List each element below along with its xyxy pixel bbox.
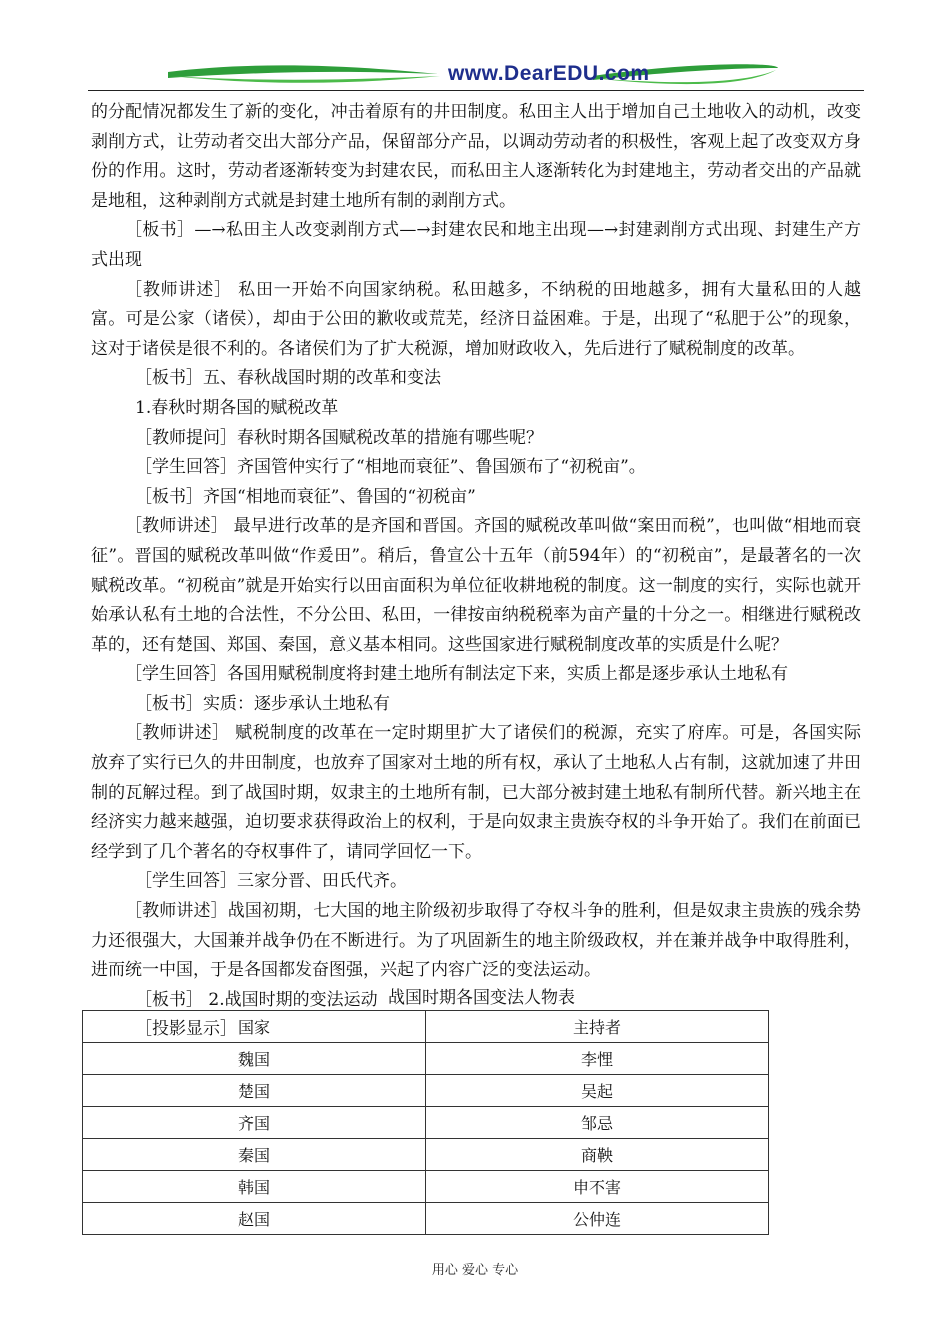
paragraph: ［板书］实质：逐步承认土地私有 [135,693,390,714]
table-title: 战国时期各国变法人物表 [388,988,575,1008]
table-header-cell: 主持者 [426,1011,769,1043]
table-header-row [83,1011,769,1043]
paragraph: 1.春秋时期各国的赋税改革 [135,397,339,418]
paragraph: ［投影显示］ [135,1019,237,1040]
paragraph: ［教师讲述］ 私田一开始不向国家纳税。私田越多，不纳税的田地越多，拥有大量私田的人越富。可是公家（诸侯），却由于公田的歉收或荒芜，经济日益困难。于是，出现了“私肥于公”的现象，这对于诸侯是很不利的。各诸侯们为了扩大税源，增加财政收入，先后进行了赋税制度的改革。 [91,279,861,359]
paragraph: ［教师讲述］ 赋税制度的改革在一定时期里扩大了诸侯们的税源，充实了府库。可是，各国实际放弃了实行已久的井田制度，也放弃了国家对土地的所有权，承认了土地私人占有制，这就加速了井田制的瓦解过程。到了战国时期，奴隶主的土地所有制，已大部分被封建土地私有制所代替。新兴地主在经济实力越来越强，迫切要求获得政治上的权利，于是向奴隶主贵族夺权的斗争开始了。我们在前面已经学到了几个著名的夺权事件了，请同学回忆一下。 [91,723,861,862]
table-cell: 公仲连 [426,1203,769,1235]
table-cell: 齐国 [83,1107,426,1139]
reformers-table [82,1010,769,1235]
site-logo-text[interactable]: www.DearEDU.com [448,62,650,85]
paragraph: ［教师讲述］战国初期，七大国的地主阶级初步取得了夺权斗争的胜利，但是奴隶主贵族的残余势力还很强大，大国兼并战争仍在不断进行。为了巩固新生的地主阶级政权，并在兼并战争中取得胜利，进而统一中国，于是各国都发奋图强，兴起了内容广泛的变法运动。 [91,901,861,981]
table-row [83,1107,769,1139]
paragraph: ［教师讲述］ 最早进行改革的是齐国和晋国。齐国的赋税改革叫做“案田而税”，也叫做“相地而衰征”。晋国的赋税改革叫做“作爰田”。稍后，鲁宣公十五年（前594年）的“初税亩”，是最著名的一次赋税改革。“初税亩”就是开始实行以田亩面积为单位征收耕地税的制度。这一制度的实行，实际也就开始承认私有土地的合法性，不分公田、私田，一律按亩纳税税率为亩产量的十分之一。相继进行赋税改革的，还有楚国、郑国、秦国，意义基本相同。这些国家进行赋税制度改革的实质是什么呢？ [91,516,861,655]
table-row [83,1139,769,1171]
header-rule [88,90,864,91]
document-body [91,98,861,1045]
paragraph: ［学生回答］各国用赋税制度将封建土地所有制法定下来，实质上都是逐步承认土地私有 [125,664,788,685]
table-row [83,1075,769,1107]
page-footer: 用心 爱心 专心 [431,1263,519,1278]
paragraph: 的分配情况都发生了新的变化，冲击着原有的井田制度。私田主人出于增加自己土地收入的动机，改变剥削方式，让劳动者交出大部分产品，保留部分产品，以调动劳动者的积极性，客观上起了改变双方身份的作用。这时，劳动者逐渐转变为封建农民，而私田主人逐渐转化为封建地主，劳动者交出的产品就是地租，这种剥削方式就是封建土地所有制的剥削方式。 [91,102,861,211]
table-header-cell: 国家 [83,1011,426,1043]
table-cell: 赵国 [83,1203,426,1235]
table-row [83,1171,769,1203]
paragraph: ［学生回答］齐国管仲实行了“相地而衰征”、鲁国颁布了“初税亩”。 [135,457,646,478]
table-cell: 秦国 [83,1139,426,1171]
table-cell: 韩国 [83,1171,426,1203]
paragraph: ［教师提问］春秋时期各国赋税改革的措施有哪些呢？ [135,427,543,448]
table-row [83,1203,769,1235]
table-cell: 吴起 [426,1075,769,1107]
table-row [83,1043,769,1075]
paragraph: ［板书］—→私田主人改变剥削方式—→封建农民和地主出现—→封建剥削方式出现、封建生产方式出现 [91,220,861,270]
table-cell: 魏国 [83,1043,426,1075]
table-cell: 李悝 [426,1043,769,1075]
paragraph: ［板书］齐国“相地而衰征”、鲁国的“初税亩” [135,486,476,507]
paragraph: ［板书］五、春秋战国时期的改革和变法 [135,368,441,389]
table-cell: 邹忌 [426,1107,769,1139]
table-cell: 申不害 [426,1171,769,1203]
paragraph: ［板书］ 2.战国时期的变法运动 [135,989,378,1010]
table-cell: 商鞅 [426,1139,769,1171]
table-cell: 楚国 [83,1075,426,1107]
paragraph: ［学生回答］三家分晋、田氏代齐。 [135,871,407,892]
